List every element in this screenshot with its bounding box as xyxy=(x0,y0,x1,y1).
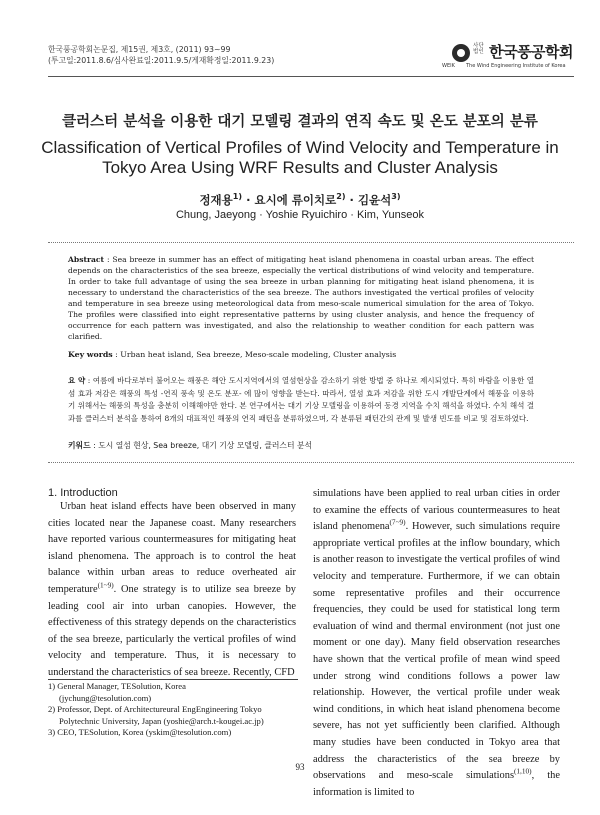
section-title: Introduction xyxy=(60,487,118,499)
body-left-column xyxy=(48,499,296,682)
author-1: 정재용 xyxy=(199,193,233,207)
abstract-label: Abstract xyxy=(68,255,105,264)
author-separator: · xyxy=(246,193,251,207)
author-3-mark: 3) xyxy=(391,192,401,202)
abstract-korean: 요 약 : 여름에 바다로부터 불어오는 해풍은 해안 도시지역에서의 열섬현상을 감소하기 위한 방법 중 하나로 제시되었다. 특히 바람을 이용한 열섬 효과 저감은 해풍의 특성 -연직 풍속 및 온도 분포- 에 많이 영향을 받는다. 따라서, 열섬 효과 저감을 위한 도시 개발단계에서 해풍을 이용하기 위해서는 해풍의 특성을 충분히 이해해야만 한다. 본 연구에서는 대기 기상 모델링을 이용하여 동경 지역을 수치 해석을 하였다. 수치 해석 결과를 클러스터 분석을 통하여 8개의 대표적인 해풍의 연직 패턴을 분류하였으며, 각 분류된 패턴간의 관계 및 발생 빈도를 비교 및 검토하였다. xyxy=(68,376,535,423)
author-separator: · xyxy=(349,193,354,207)
title-korean: 클러스터 분석을 이용한 대기 모델링 결과의 연직 속도 및 온도 분포의 분류 xyxy=(62,114,538,130)
text-run: . One strategy is to utilize sea breeze by leading cool air into urban canopies. However, the effectiveness of this strategy depends on the characteristics of the sea breeze, particularly the vertical profiles of wind velocity and temperature. Thus, it is necessary to understand the characteristics of sea breeze. Recently, CFD xyxy=(48,583,296,678)
logo-english-name: The Wind Engineering Institute of Korea xyxy=(466,63,566,69)
citation: (1,10) xyxy=(514,767,532,776)
keywords: Key words : Urban heat island, Sea breeze, Meso-scale modeling, Cluster analysis xyxy=(68,350,397,359)
title-english xyxy=(40,138,560,178)
footnote-line: (jychung@tesolution.com) xyxy=(59,692,152,703)
paragraph xyxy=(48,499,296,682)
logo-acronym: WEIK xyxy=(442,63,455,69)
abstract-korean-label: 요 약 xyxy=(68,376,86,385)
keywords-korean: 키워드 : 도시 열섬 현상, Sea breeze, 대기 기상 모델링, 클러스터 분석 xyxy=(68,441,313,450)
title-english-line-2: Tokyo Area Using WRF Results and Cluster Analysis xyxy=(102,158,498,177)
keywords-korean-text: 도시 열섬 현상, Sea breeze, 대기 기상 모델링, 클러스터 분석 xyxy=(98,441,313,450)
footnote-rule xyxy=(48,679,298,680)
keywords-korean-label: 키워드 xyxy=(68,441,91,450)
abstract: Abstract : Sea breeze in summer has an effect of mitigating heat island phenomena in coastal urban areas. The effect depends on the characteristics of the sea breeze, especially the vertical distributions of wind velocity and temperature. In order to take full advantage of using the sea breeze in urban planning for mitigating heat island phenomena, it is necessary to understand the characteristics of the sea breeze. The authors investigated the vertical profiles of velocity and temperature in sea breeze using meteorological data from meso-scale numerical simulation for the area of Tokyo. The profiles were classified into eight representative patterns by using cluster analysis, and hence the frequency of occurrence for each pattern was investigated, and also the relationship to weather condition for each pattern was clarified. xyxy=(68,255,534,341)
logo-name: 한국풍공학회 xyxy=(489,43,573,61)
submission-dates: (투고일:2011.8.6/심사완료일:2011.9.5/게재확정일:2011.9.23) xyxy=(48,56,275,65)
citation: (1~9) xyxy=(97,581,114,590)
section-number: 1. xyxy=(48,487,58,499)
paragraph xyxy=(313,486,560,801)
abstract-top-rule xyxy=(48,242,574,243)
section-heading xyxy=(48,487,118,499)
footnote-line: 2) Professor, Dept. of Architectureural EngEngineering Tokyo xyxy=(48,704,262,714)
page-number: 93 xyxy=(295,762,305,772)
authors-english: Chung, Jaeyong · Yoshie Ryuichiro · Kim, Yunseok xyxy=(175,209,425,221)
text-run: . However, such simulations require appropriate vertical profiles at the inflow boundary, which is another reason to investigate the vertical profiles of wind velocity and temperature. Furthermore, if we can obtain some representative profiles and their occurrence frequencies, they could be used for statistical long term evaluation of wind and thermal environment (not just one moment or one day). Many field observation researches have shown that the vertical profile of mean wind speed under strong wind conditions follows a power law relationship. However, the vertical profile under weak wind conditions, in which heat island phenomena become severe, has not yet sufficiently been clarified. Although many studies have been conducted in Tokyo area that address the characteristics of the sea breeze by observations and meso-scale simulations xyxy=(313,521,560,782)
authors-korean xyxy=(0,192,600,208)
author-2-mark: 2) xyxy=(336,192,346,202)
keywords-text: Urban heat island, Sea breeze, Meso-scale modeling, Cluster analysis xyxy=(120,350,397,359)
society-logo xyxy=(442,40,573,72)
footnote-line: 1) General Manager, TESolution, Korea xyxy=(48,681,186,691)
header-rule xyxy=(48,76,574,77)
footnote-line: Polytechnic University, Japan (yoshie@arch.t-kougei.ac.jp) xyxy=(59,715,264,726)
author-1-mark: 1) xyxy=(232,192,243,202)
logo-small-text: 사단 법인 xyxy=(473,43,484,55)
body-right-column xyxy=(313,486,560,801)
text-run: , the information is limited to xyxy=(313,770,560,798)
society-emblem-icon xyxy=(452,44,470,62)
keywords-label: Key words xyxy=(68,350,113,359)
footnote-line: 3) CEO, TESolution, Korea (yskim@tesolution.com) xyxy=(48,727,232,737)
abstract-text: Sea breeze in summer has an effect of mitigating heat island phenomena in coastal urban areas. The effect depends on the characteristics of the sea breeze, especially the vertical distributions of wind velocity and temperature. In order to take full advantage of using the sea breeze in urban planning for mitigating heat island phenomena, it is necessary to understand the characteristics of the sea breeze. The authors investigated the vertical profiles of velocity and temperature in sea breeze using meteorological data from meso-scale numerical simulation for the area of Tokyo. The profiles were classified into eight representative patterns by using cluster analysis, and hence the frequency of occurrence for each pattern was investigated, and also the relationship to weather condition for each pattern was clarified. xyxy=(68,255,534,341)
author-3: 김윤석 xyxy=(357,193,392,207)
abstract-korean-text: 여름에 바다로부터 불어오는 해풍은 해안 도시지역에서의 열섬현상을 감소하기 위한 방법 중 하나로 제시되었다. 특히 바람을 이용한 열섬 효과 저감은 해풍의 특성 -연직 풍속 및 온도 분포- 에 많이 영향을 받는다. 따라서, 열섬 효과 저감을 위한 도시 개발단계에서 해풍을 이용하기 위해서는 해풍의 특성을 충분히 이해해야만 한다. 본 연구에서는 대기 기상 모델링을 이용하여 동경 지역을 수치 해석을 하였다. 수치 해석 결과를 클러스터 분석을 통하여 8개의 대표적인 해풍의 연직 패턴을 분류하였으며, 각 분류된 패턴간의 관계 및 발생 빈도를 비교 및 검토하였다. xyxy=(68,376,535,423)
footnotes xyxy=(48,681,300,739)
text-run: simulations have been applied to real urban cities in order to examine the effects of various countermeasures to heat island phenomena xyxy=(313,488,560,533)
author-2: 요시에 류이치로 xyxy=(254,193,337,207)
journal-header xyxy=(48,44,274,66)
title-english-line-1: Classification of Vertical Profiles of Wind Velocity and Temperature in xyxy=(41,138,559,157)
abstract-bottom-rule xyxy=(48,462,574,463)
text-run: Urban heat island effects have been observed in many cities located near the Japanese coast. Many researchers have reported various countermeasures for mitigating heat island phenomena. The approach is to control the heat balance within urban areas to reduce overheated air temperature xyxy=(48,501,296,595)
citation: (7~9) xyxy=(389,518,406,527)
journal-citation: 한국풍공학회논문집, 제15권, 제3호, (2011) 93~99 xyxy=(48,45,231,54)
